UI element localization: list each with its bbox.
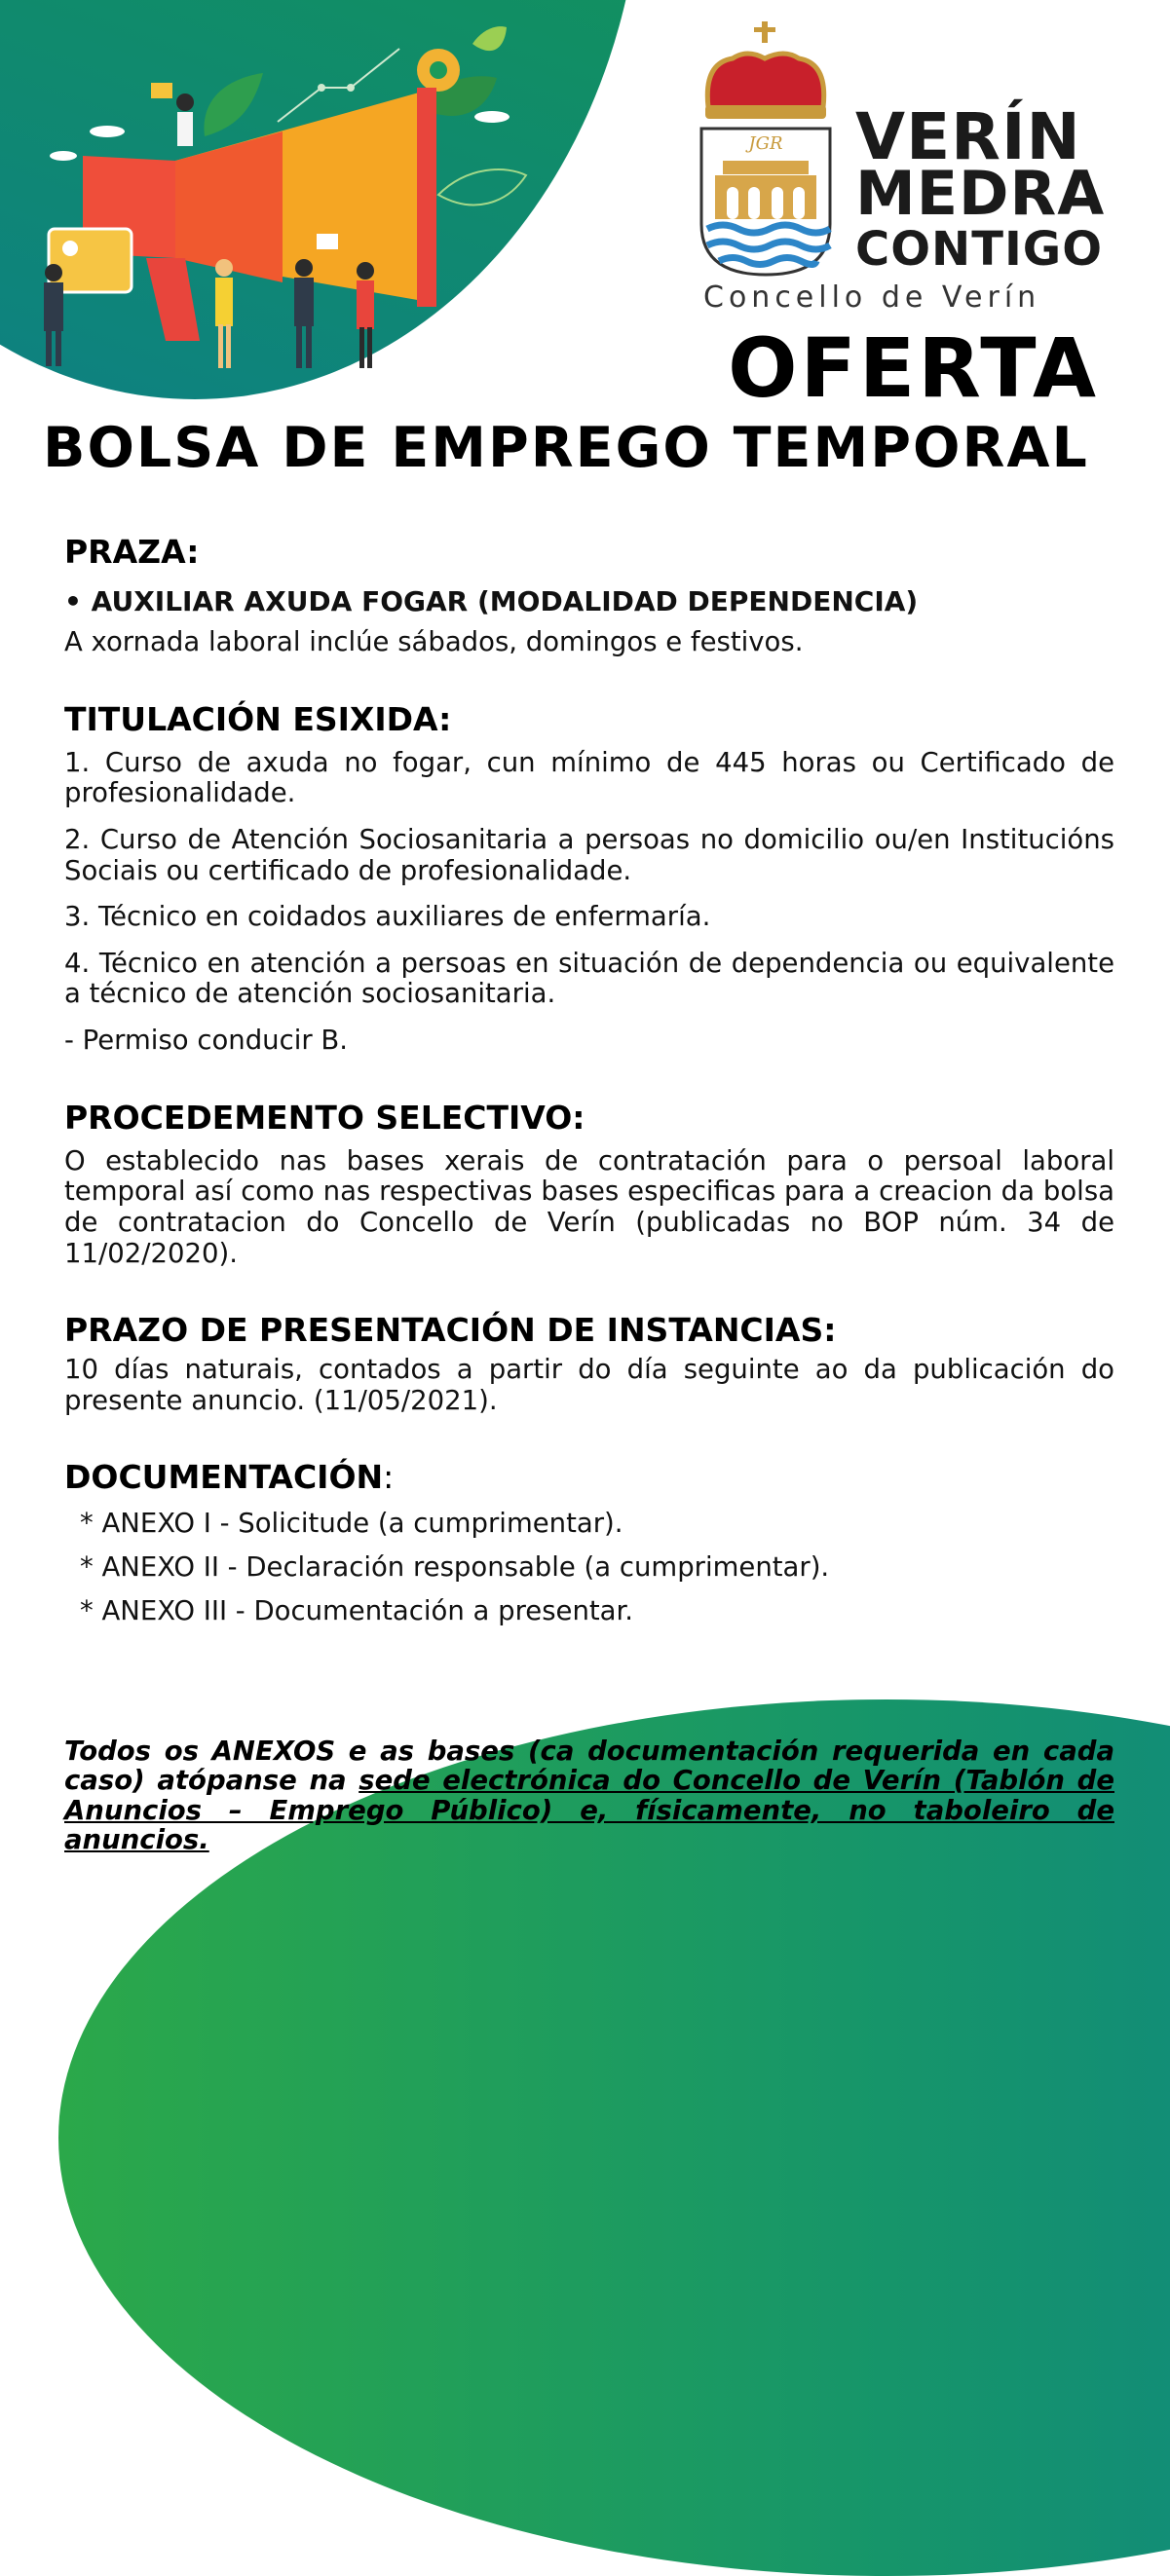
titulacion-item: 3. Técnico en coidados auxiliares de enfermaría. — [64, 901, 711, 933]
documentacion-heading — [64, 1459, 1114, 1496]
praza-heading: PRAZA: — [64, 533, 200, 571]
oferta-heading: OFERTA — [728, 320, 1099, 416]
logo-text-medra: MEDRA — [855, 158, 1106, 229]
svg-text:JGR: JGR — [748, 133, 783, 154]
footer-note-lead: Todos os ANEXOS e as bases (ca documentación requerida en cada caso) atópanse na — [64, 1736, 1114, 1797]
documentacion-heading-text: DOCUMENTACIÓN — [64, 1458, 384, 1497]
logo-text-contigo: CONTIGO — [855, 222, 1104, 277]
titulacion-heading: TITULACIÓN ESIXIDA: — [64, 699, 452, 738]
page-title: BOLSA DE EMPREGO TEMPORAL — [43, 416, 1089, 480]
sede-electronica-link[interactable]: sede electrónica do Concello de Verín (Tablón de Anuncios – Emprego Público) e, físicamente, no taboleiro de anuncios. — [64, 1765, 1114, 1855]
logo-text-verin: VERÍN — [855, 99, 1081, 174]
footer-note — [64, 1736, 1114, 1854]
shield-icon — [694, 19, 840, 278]
praza-note: A xornada laboral inclúe sábados, domingos e festivos. — [64, 626, 804, 658]
annex-item: * ANEXO II - Declaración responsable (a cumprimentar). — [80, 1550, 830, 1583]
annex-item: * ANEXO III - Documentación a presentar. — [80, 1594, 634, 1626]
titulacion-item: 1. Curso de axuda no fogar, cun mínimo de 445 horas ou Certificado de profesionalidade. — [64, 746, 1114, 809]
prazo-text: 10 días naturais, contados a partir do día seguinte ao da publicación do presente anuncio. (11/05/2021). — [64, 1354, 1114, 1416]
procedemento-heading: PROCEDEMENTO SELECTIVO: — [64, 1098, 585, 1137]
titulacion-item: - Permiso conducir B. — [64, 1025, 349, 1057]
logo-subtitle: Concello de Verín — [703, 280, 1041, 315]
concello-logo — [694, 19, 1106, 315]
megaphone-illustration — [29, 19, 536, 380]
prazo-heading: PRAZO DE PRESENTACIÓN DE INSTANCIAS: — [64, 1311, 837, 1350]
titulacion-item: 4. Técnico en atención a persoas en situación de dependencia ou equivalente a técnico de atención sociosanitaria. — [64, 947, 1114, 1010]
procedemento-text: O establecido nas bases xerais de contratación para o persoal laboral temporal así como nas respectivas bases especificas para a creacion da bolsa de contratacion do Concello de Verín (publicadas no BOP núm. 34 de 11/02/2020). — [64, 1144, 1114, 1269]
document-body — [64, 534, 1114, 1626]
documentacion-heading-colon: : — [383, 1458, 395, 1497]
titulacion-item: 2. Curso de Atención Sociosanitaria a persoas no domicilio ou/en Institucións Sociais ou certificado de profesionalidade. — [64, 823, 1114, 886]
praza-item: • AUXILIAR AXUDA FOGAR (MODALIDAD DEPENDENCIA) — [64, 584, 919, 617]
annex-item: * ANEXO I - Solicitude (a cumprimentar). — [80, 1508, 623, 1540]
